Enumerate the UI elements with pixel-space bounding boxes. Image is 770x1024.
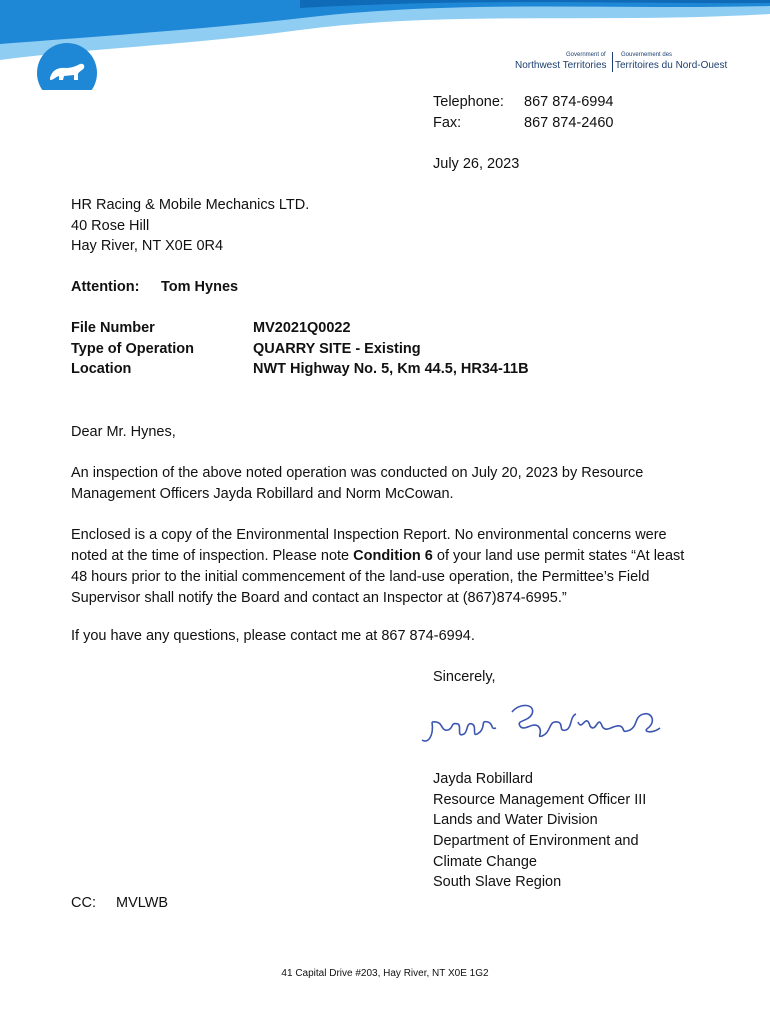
- paragraph-2-text-a: Enclosed is a copy of the Environmental Inspection Report. No environmental concerns were noted at the time of inspection. Please note: [71, 527, 667, 564]
- body-paragraph-3: If you have any questions, please contact me at 867 874-6994.: [71, 628, 475, 644]
- signatory-department-line2: Climate Change: [433, 854, 537, 870]
- cc-label: CC:: [71, 895, 96, 911]
- signatory-department-line1: Department of Environment and: [433, 833, 639, 849]
- file-number-label: File Number: [71, 320, 155, 336]
- attention-name: Tom Hynes: [161, 279, 239, 295]
- closing: Sincerely,: [433, 669, 496, 685]
- file-number-value: MV2021Q0022: [253, 320, 351, 336]
- location-value: NWT Highway No. 5, Km 44.5, HR34-11B: [253, 361, 529, 377]
- gov-fr-name: Territoires du Nord-Ouest: [615, 60, 728, 71]
- letter-date: July 26, 2023: [433, 156, 520, 172]
- body-paragraph-2: [71, 525, 701, 609]
- operation-type-label: Type of Operation: [71, 341, 194, 357]
- signatory-region: South Slave Region: [433, 874, 562, 890]
- location-label: Location: [71, 361, 132, 377]
- recipient-street: 40 Rose Hill: [71, 218, 150, 234]
- paragraph-2-text-b: of your land use permit states “At least 48 hours prior to the initial commencement of the land-use operation, the Permittee’s Field Supervisor shall notify the Board and contact an Inspector at (867)874-6995.”: [71, 548, 685, 606]
- gov-en-small-label: Government of: [566, 52, 606, 58]
- salutation: Dear Mr. Hynes,: [71, 424, 176, 440]
- polar-bear-icon: [36, 40, 98, 90]
- handwritten-signature: [420, 692, 665, 752]
- signatory-name: Jayda Robillard: [433, 771, 533, 787]
- footer-address: 41 Capital Drive #203, Hay River, NT X0E 1G2: [281, 968, 489, 979]
- signatory-title: Resource Management Officer III: [433, 792, 647, 808]
- cc-value: MVLWB: [116, 895, 169, 911]
- telephone-label: Telephone:: [433, 94, 504, 110]
- telephone-value: 867 874-6994: [524, 94, 614, 110]
- gov-divider: [612, 52, 613, 72]
- gov-en-name: Northwest Territories: [515, 60, 607, 71]
- recipient-company: HR Racing & Mobile Mechanics LTD.: [71, 197, 310, 213]
- signatory-division: Lands and Water Division: [433, 812, 598, 828]
- condition-6-highlight: Condition 6: [353, 548, 433, 564]
- fax-label: Fax:: [433, 115, 462, 131]
- recipient-city: Hay River, NT X0E 0R4: [71, 238, 224, 254]
- gov-fr-small-label: Gouvernement des: [621, 52, 673, 58]
- body-paragraph-1: An inspection of the above noted operation was conducted on July 20, 2023 by Resource Management Officers Jayda Robillard and Norm McCowan.: [71, 465, 644, 502]
- fax-value: 867 874-2460: [524, 115, 614, 131]
- attention-label: Attention:: [71, 279, 140, 295]
- operation-type-value: QUARRY SITE - Existing: [253, 341, 421, 357]
- header-banner: [0, 0, 770, 90]
